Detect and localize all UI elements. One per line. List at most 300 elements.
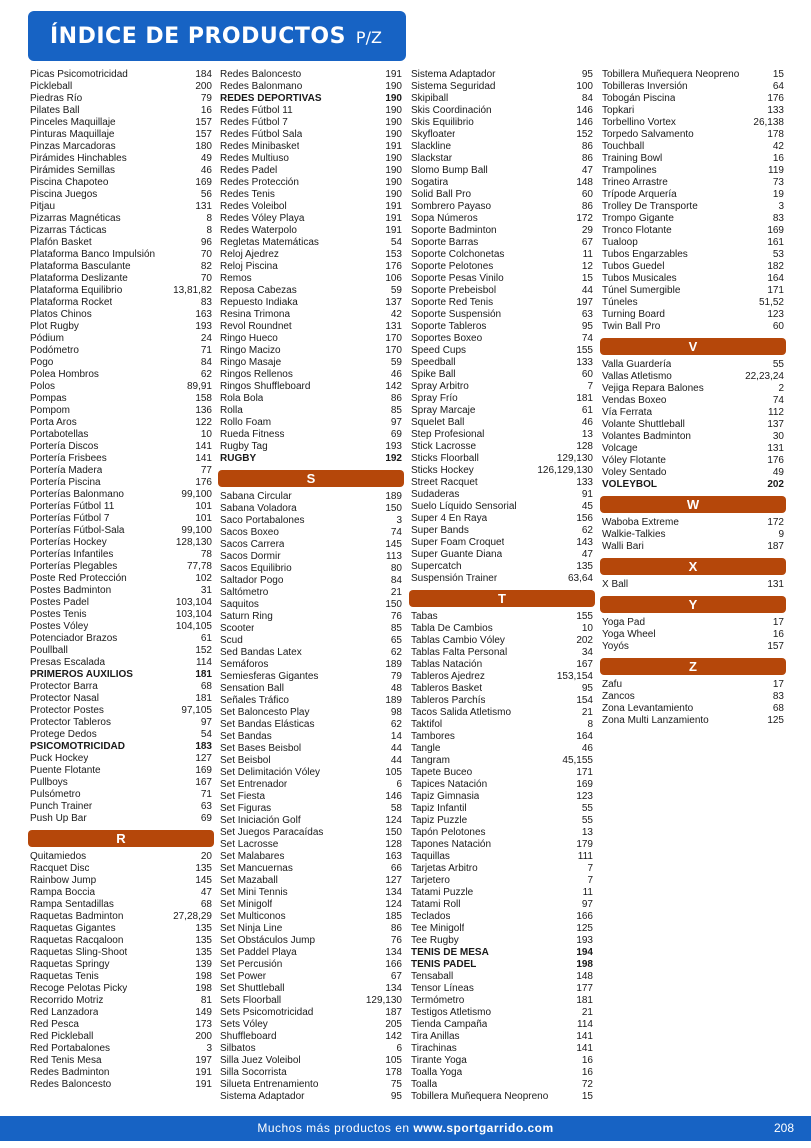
entry-page: 157	[767, 641, 784, 652]
index-entry	[220, 851, 402, 863]
entry-page: 143	[576, 537, 593, 548]
index-entry	[411, 935, 593, 947]
entry-page: 169	[576, 779, 593, 790]
entry-page: 131	[385, 321, 402, 332]
index-entry	[411, 827, 593, 839]
entry-page: 76	[390, 611, 402, 622]
index-entry	[30, 405, 212, 417]
entry-name: Sistema Adaptador	[411, 69, 496, 80]
entry-name: REDES DEPORTIVAS	[220, 93, 322, 104]
index-entry	[411, 719, 593, 731]
index-entry	[602, 165, 784, 177]
index-entry	[411, 983, 593, 995]
entry-page: 16	[581, 1055, 593, 1066]
entry-page: 146	[576, 105, 593, 116]
index-entry	[411, 429, 593, 441]
index-entry	[30, 705, 212, 717]
entry-page: 190	[385, 177, 402, 188]
entry-name: Plataforma Basculante	[30, 261, 131, 272]
index-entry	[220, 803, 402, 815]
entry-name: Soporte Prebeisbol	[411, 285, 497, 296]
entry-page: 134	[385, 887, 402, 898]
index-entry	[30, 597, 212, 609]
index-entry	[30, 489, 212, 501]
index-entry	[411, 647, 593, 659]
entry-name: Pinzas Marcadoras	[30, 141, 116, 152]
entry-page: 54	[200, 729, 212, 740]
entry-page: 86	[390, 923, 402, 934]
index-entry	[602, 359, 784, 371]
index-entry	[411, 141, 593, 153]
entry-name: Portería Madera	[30, 465, 103, 476]
title-banner	[28, 11, 406, 61]
entry-name: Skis Equilibrio	[411, 117, 474, 128]
entry-page: 103,104	[175, 597, 212, 608]
entry-page: 141	[195, 441, 212, 452]
entry-name: Soporte Tableros	[411, 321, 487, 332]
entry-name: Skyfloater	[411, 129, 456, 140]
index-entry	[220, 345, 402, 357]
index-entry	[30, 1031, 212, 1043]
index-entry	[220, 417, 402, 429]
index-entry	[602, 321, 784, 333]
entry-page: 193	[195, 321, 212, 332]
entry-page: 200	[195, 1031, 212, 1042]
entry-name: Red Pesca	[30, 1019, 79, 1030]
entry-name: Shuffleboard	[220, 1031, 277, 1042]
entry-name: Soporte Pesas Vinilo	[411, 273, 504, 284]
index-entry	[411, 189, 593, 201]
entry-name: Polos	[30, 381, 56, 392]
entry-name: Soporte Pelotones	[411, 261, 494, 272]
index-entry	[411, 225, 593, 237]
index-entry	[220, 129, 402, 141]
index-entry	[30, 453, 212, 465]
index-entry	[220, 105, 402, 117]
entry-page: 47	[581, 549, 593, 560]
entry-name: TENIS PADEL	[411, 959, 477, 970]
entry-page: 129,130	[556, 453, 593, 464]
entry-name: Soporte Colchonetas	[411, 249, 505, 260]
index-entry	[220, 285, 402, 297]
index-entry	[30, 777, 212, 789]
index-entry	[220, 767, 402, 779]
entry-page: 59	[390, 285, 402, 296]
entry-page: 10	[200, 429, 212, 440]
entry-page: 16	[772, 153, 784, 164]
index-entry	[411, 947, 593, 959]
index-entry	[411, 971, 593, 983]
entry-name: Semáforos	[220, 659, 269, 670]
index-entry	[30, 887, 212, 899]
entry-page: 135	[195, 947, 212, 958]
entry-page: 197	[576, 297, 593, 308]
index-entry	[30, 1007, 212, 1019]
index-entry	[411, 611, 593, 623]
index-entry	[411, 923, 593, 935]
entry-name: Silbatos	[220, 1043, 256, 1054]
index-entry	[30, 261, 212, 273]
entry-page: 58	[390, 803, 402, 814]
entry-page: 131	[767, 443, 784, 454]
entry-page: 15	[581, 273, 593, 284]
entry-page: 190	[385, 105, 402, 116]
entry-page: 70	[200, 273, 212, 284]
entry-page: 133	[576, 477, 593, 488]
index-entry	[411, 767, 593, 779]
index-entry	[30, 393, 212, 405]
entry-page: 81	[200, 995, 212, 1006]
index-entry	[30, 813, 212, 825]
index-entry	[411, 417, 593, 429]
entry-name: Rola Bola	[220, 393, 264, 404]
entry-name: Tapiz Puzzle	[411, 815, 468, 826]
entry-page: 134	[385, 947, 402, 958]
entry-page: 99,100	[181, 489, 212, 500]
index-entry	[220, 587, 402, 599]
entry-page: 13,81,82	[173, 285, 212, 296]
entry-name: Training Bowl	[602, 153, 663, 164]
entry-page: 86	[390, 393, 402, 404]
index-entry	[30, 947, 212, 959]
entry-page: 176	[195, 477, 212, 488]
entry-name: Yoga Pad	[602, 617, 646, 628]
entry-name: Sabana Voladora	[220, 503, 297, 514]
index-entry	[220, 1091, 402, 1103]
index-entry	[602, 715, 784, 727]
entry-name: Tienda Campaña	[411, 1019, 488, 1030]
entry-page: 111	[577, 851, 593, 862]
entry-page: 181	[576, 995, 593, 1006]
entry-name: Soportes Boxeo	[411, 333, 483, 344]
index-entry	[602, 691, 784, 703]
index-entry	[602, 237, 784, 249]
index-entry	[411, 731, 593, 743]
entry-name: Set Malabares	[220, 851, 285, 862]
entry-name: Trampolines	[602, 165, 657, 176]
entry-page: 133	[767, 105, 784, 116]
entry-name: Silla Juez Voleibol	[220, 1055, 301, 1066]
entry-name: Set Lacrosse	[220, 839, 279, 850]
entry-name: Volante Shuttleball	[602, 419, 685, 430]
entry-name: Zona Levantamiento	[602, 703, 694, 714]
entry-name: Squelet Ball	[411, 417, 465, 428]
entry-name: Racquet Disc	[30, 863, 90, 874]
index-entry	[411, 369, 593, 381]
entry-name: Podómetro	[30, 345, 79, 356]
index-entry	[30, 875, 212, 887]
entry-name: Teclados	[411, 911, 451, 922]
entry-name: Ringo Masaje	[220, 357, 282, 368]
entry-name: Super 4 En Raya	[411, 513, 488, 524]
entry-name: Punch Trainer	[30, 801, 93, 812]
entry-name: Slackline	[411, 141, 452, 152]
entry-name: Tableros Basket	[411, 683, 483, 694]
entry-page: 128	[576, 441, 593, 452]
index-entry	[602, 249, 784, 261]
entry-name: Speedball	[411, 357, 456, 368]
section-letter-v: V	[600, 338, 786, 355]
entry-page: 83	[200, 297, 212, 308]
entry-name: Revol Roundnet	[220, 321, 292, 332]
entry-page: 137	[767, 419, 784, 430]
entry-page: 3	[778, 201, 784, 212]
entry-page: 62	[390, 647, 402, 658]
index-entry	[411, 525, 593, 537]
entry-page: 141	[576, 1043, 593, 1054]
entry-name: Yoyós	[602, 641, 629, 652]
entry-page: 76	[390, 935, 402, 946]
footer-text	[0, 1116, 811, 1141]
index-entry	[602, 419, 784, 431]
entry-page: 150	[385, 599, 402, 610]
index-column-1	[30, 69, 212, 1091]
entry-page: 153	[385, 249, 402, 260]
entry-name: Plot Rugby	[30, 321, 79, 332]
index-entry	[220, 887, 402, 899]
entry-name: Porterías Balonmano	[30, 489, 124, 500]
index-entry	[220, 599, 402, 611]
entry-name: Tapones Natación	[411, 839, 492, 850]
entry-name: Super Guante Diana	[411, 549, 503, 560]
entry-name: Set Ninja Line	[220, 923, 283, 934]
index-entry	[411, 129, 593, 141]
entry-page: 135	[195, 935, 212, 946]
entry-page: 84	[581, 93, 593, 104]
entry-name: Tobillera Muñequera Neopreno	[411, 1091, 549, 1102]
entry-name: Sacos Equilibrio	[220, 563, 292, 574]
index-entry	[30, 165, 212, 177]
entry-name: Twin Ball Pro	[602, 321, 661, 332]
entry-name: PRIMEROS AUXILIOS	[30, 669, 133, 680]
entry-name: Redes Fútbol Sala	[220, 129, 303, 140]
entry-name: Slackstar	[411, 153, 453, 164]
entry-page: 161	[767, 237, 784, 248]
entry-name: Porterías Infantiles	[30, 549, 114, 560]
entry-name: Redes Protección	[220, 177, 299, 188]
entry-page: 181	[195, 669, 212, 680]
entry-name: Piscina Chapoteo	[30, 177, 109, 188]
entry-name: Torpedo Salvamento	[602, 129, 694, 140]
entry-name: Skis Coordinación	[411, 105, 492, 116]
index-entry	[411, 549, 593, 561]
entry-name: Rolla	[220, 405, 243, 416]
entry-name: Pilates Ball	[30, 105, 80, 116]
entry-name: Slomo Bump Ball	[411, 165, 488, 176]
index-entry	[30, 465, 212, 477]
entry-page: 46	[581, 417, 593, 428]
entry-name: PSICOMOTRICIDAD	[30, 741, 125, 752]
index-entry	[411, 69, 593, 81]
entry-name: Piedras Río	[30, 93, 83, 104]
entry-page: 68	[772, 703, 784, 714]
index-entry	[220, 491, 402, 503]
entry-name: Portabotellas	[30, 429, 89, 440]
index-entry	[220, 995, 402, 1007]
entry-name: Tualoop	[602, 237, 638, 248]
entry-page: 62	[581, 525, 593, 536]
index-entry	[602, 541, 784, 553]
index-entry	[30, 995, 212, 1007]
index-entry	[30, 525, 212, 537]
index-entry	[411, 405, 593, 417]
entry-page: 46	[390, 369, 402, 380]
entry-name: Saltómetro	[220, 587, 269, 598]
entry-page: 128,130	[175, 537, 212, 548]
index-entry	[602, 141, 784, 153]
entry-name: Toalla Yoga	[411, 1067, 463, 1078]
index-entry	[30, 225, 212, 237]
entry-page: 44	[390, 755, 402, 766]
entry-name: Pitjau	[30, 201, 56, 212]
entry-name: Sticks Floorball	[411, 453, 479, 464]
entry-name: Sudaderas	[411, 489, 460, 500]
index-entry	[30, 117, 212, 129]
entry-name: Sombrero Payaso	[411, 201, 492, 212]
entry-page: 65	[390, 635, 402, 646]
entry-page: 67	[390, 971, 402, 982]
entry-name: Porterías Plegables	[30, 561, 118, 572]
entry-name: Set Shuttleball	[220, 983, 285, 994]
entry-name: Vóley Flotante	[602, 455, 666, 466]
index-entry	[602, 69, 784, 81]
footer-url[interactable]: www.sportgarrido.com	[413, 1121, 554, 1135]
entry-name: Scud	[220, 635, 243, 646]
entry-name: Remos	[220, 273, 252, 284]
entry-page: 29	[581, 225, 593, 236]
entry-name: Sistema Adaptador	[220, 1091, 305, 1102]
index-entry	[411, 345, 593, 357]
entry-name: Porta Aros	[30, 417, 77, 428]
entry-page: 72	[581, 1079, 593, 1090]
index-entry	[220, 177, 402, 189]
entry-name: Pinceles Maquillaje	[30, 117, 116, 128]
entry-page: 189	[385, 659, 402, 670]
entry-name: Tobogán Piscina	[602, 93, 676, 104]
entry-name: Protector Postes	[30, 705, 104, 716]
entry-name: Raquetas Gigantes	[30, 923, 116, 934]
entry-name: Yoga Wheel	[602, 629, 656, 640]
entry-name: Saltador Pogo	[220, 575, 284, 586]
index-entry	[220, 683, 402, 695]
entry-name: Raquetas Racqaloon	[30, 935, 124, 946]
entry-page: 181	[195, 693, 212, 704]
index-entry	[602, 93, 784, 105]
entry-page: 191	[195, 1079, 212, 1090]
entry-name: Tapiz Gimnasia	[411, 791, 480, 802]
entry-name: Protector Barra	[30, 681, 98, 692]
entry-name: Spray Marcaje	[411, 405, 476, 416]
index-entry	[602, 81, 784, 93]
entry-name: Soporte Red Tenis	[411, 297, 494, 308]
entry-name: Tarjetero	[411, 875, 450, 886]
index-entry	[220, 935, 402, 947]
entry-page: 24	[200, 333, 212, 344]
entry-page: 44	[390, 743, 402, 754]
entry-page: 56	[200, 189, 212, 200]
entry-name: Platos Chinos	[30, 309, 92, 320]
entry-page: 69	[390, 429, 402, 440]
index-column-3	[411, 69, 593, 1103]
index-entry	[602, 703, 784, 715]
entry-name: Silueta Entrenamiento	[220, 1079, 319, 1090]
index-entry	[30, 753, 212, 765]
entry-page: 173	[195, 1019, 212, 1030]
entry-name: Toalla	[411, 1079, 438, 1090]
index-entry	[411, 995, 593, 1007]
entry-page: 189	[385, 695, 402, 706]
entry-page: 127	[195, 753, 212, 764]
entry-name: Tronco Flotante	[602, 225, 672, 236]
entry-name: Poullball	[30, 645, 68, 656]
entry-name: Túneles	[602, 297, 638, 308]
index-entry	[220, 1019, 402, 1031]
entry-page: 179	[576, 839, 593, 850]
entry-page: 142	[385, 1031, 402, 1042]
entry-name: Plafón Basket	[30, 237, 92, 248]
index-entry	[30, 1067, 212, 1079]
index-entry	[220, 551, 402, 563]
entry-page: 190	[385, 81, 402, 92]
entry-name: Redes Fútbol 7	[220, 117, 288, 128]
entry-name: Porterías Fútbol 7	[30, 513, 110, 524]
entry-name: Quitamiedos	[30, 851, 87, 862]
entry-name: Redes Fútbol 11	[220, 105, 293, 116]
entry-page: 21	[390, 587, 402, 598]
index-entry	[30, 633, 212, 645]
entry-page: 126,129,130	[537, 465, 593, 476]
entry-name: Redes Waterpolo	[220, 225, 297, 236]
entry-name: Tarjetas Arbitro	[411, 863, 478, 874]
entry-page: 198	[195, 983, 212, 994]
entry-page: 79	[390, 671, 402, 682]
index-entry	[602, 641, 784, 653]
entry-page: 51,52	[758, 297, 784, 308]
index-entry	[602, 261, 784, 273]
index-entry	[411, 1079, 593, 1091]
entry-page: 82	[200, 261, 212, 272]
entry-name: Sacos Boxeo	[220, 527, 279, 538]
entry-name: Sets Psicomotricidad	[220, 1007, 314, 1018]
entry-name: Sopa Números	[411, 213, 478, 224]
index-entry	[411, 959, 593, 971]
index-entry	[30, 177, 212, 189]
index-entry	[411, 791, 593, 803]
entry-name: Set Minigolf	[220, 899, 273, 910]
entry-page: 202	[576, 635, 593, 646]
index-entry	[30, 249, 212, 261]
entry-page: 190	[385, 129, 402, 140]
entry-page: 3	[206, 1043, 212, 1054]
page-number: 208	[773, 1121, 794, 1135]
entry-page: 30	[772, 431, 784, 442]
entry-name: Piscina Juegos	[30, 189, 98, 200]
index-entry	[30, 333, 212, 345]
index-entry	[30, 129, 212, 141]
entry-page: 190	[385, 165, 402, 176]
index-entry	[411, 309, 593, 321]
entry-page: 103,104	[175, 609, 212, 620]
index-entry	[602, 529, 784, 541]
index-entry	[411, 501, 593, 513]
entry-page: 86	[581, 153, 593, 164]
index-entry	[411, 489, 593, 501]
entry-page: 13	[581, 429, 593, 440]
entry-page: 190	[385, 117, 402, 128]
index-entry	[30, 741, 212, 753]
entry-page: 6	[396, 779, 402, 790]
entry-name: Spray Arbitro	[411, 381, 469, 392]
